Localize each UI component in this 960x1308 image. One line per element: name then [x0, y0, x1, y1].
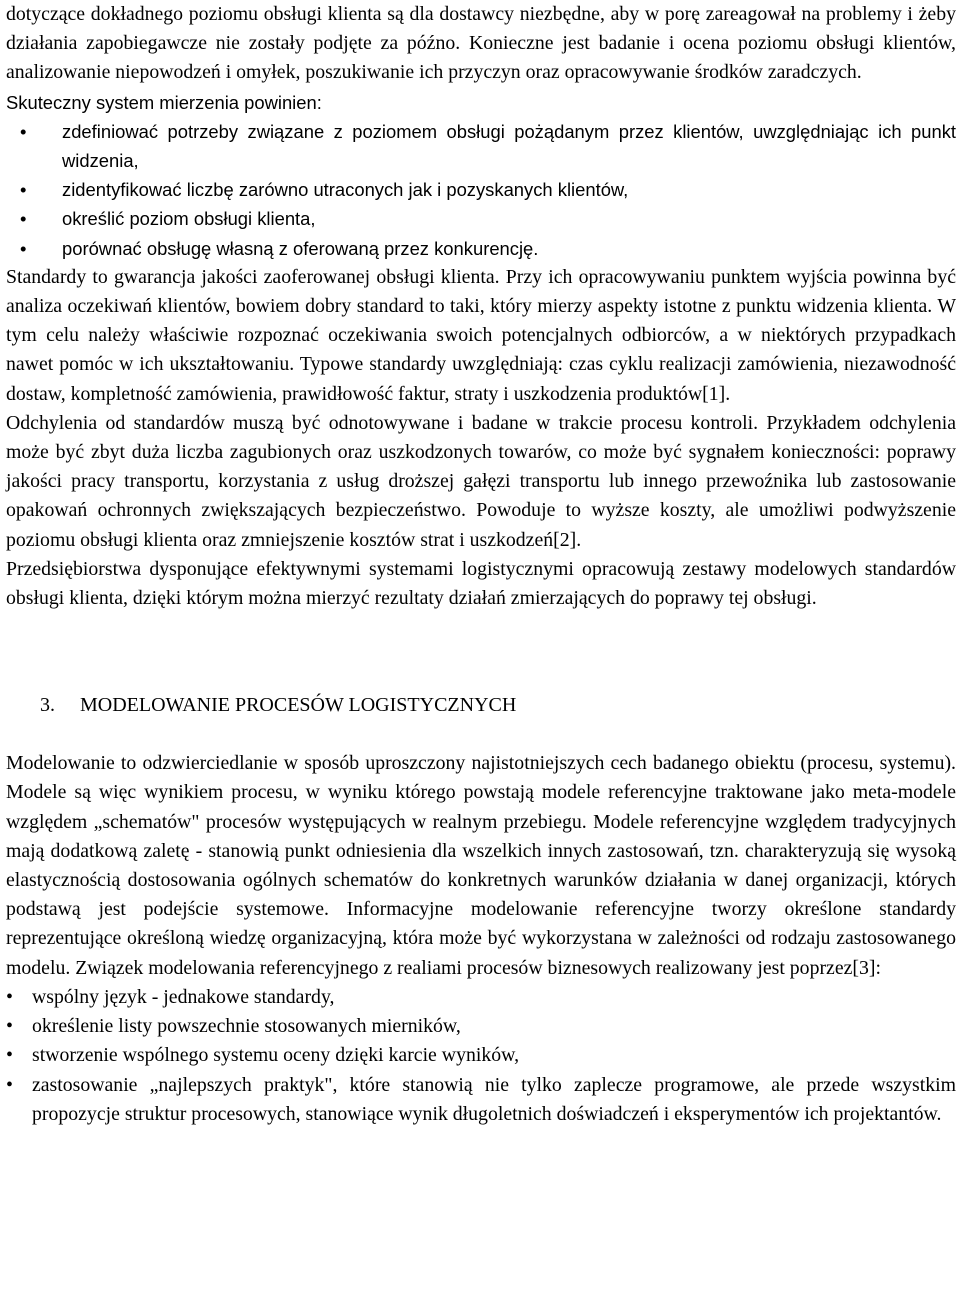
modeling-bullet-list [6, 983, 956, 1129]
section-title: MODELOWANIE PROCESÓW LOGISTYCZNYCH [80, 694, 517, 717]
modeling-paragraph: Modelowanie to odzwierciedlanie w sposób uproszczony najistotniejszych cech badanego obiektu (procesu, systemu). Modele są więc wynikiem procesu, w wyniku którego powstają modele referencyjne traktowane jako meta-modele względem „schematów" procesów występujących w realnym przebiegu. Modele referencyjne względem tradycyjnych mają dodatkową zaletę - stanowią punkt odniesienia dla wszelkich innych zastosowań, tzn. charakteryzują się wysoką elastycznością dostosowania ogólnych schematów do konkretnych warunków działania w danej organizacji, których podstawą jest podejście systemowe. Informacyjne modelowanie referencyjne tworzy określone standardy reprezentujące określoną wiedzę organizacyjną, która może być wykorzystana w zależności od rodzaju zastosowanego modelu. Związek modelowania referencyjnego z realiami procesów biznesowych realizowany jest poprzez[3]: [6, 752, 956, 979]
section-spacer [6, 613, 956, 691]
deviations-paragraph: Odchylenia od standardów muszą być odnotowywane i badane w trakcie procesu kontroli. Przykładem odchylenia może być zbyt duża liczba zagubionych oraz uszkodzonych towarów, co może być sygnałem konieczności: poprawy jakości pracy transportu, korzystania z usług droższej gałęzi transportu lub innego przewoźnika lub zastosowanie opakowań ochronnych zwiększających bezpieczeństwo. Powoduje to wyższe koszty, ale umożliwi podwyższenie poziomu obsługi klienta oraz zmniejszenie kosztów strat i uszkodzeń[2]. [6, 411, 956, 551]
enterprises-paragraph: Przedsiębiorstwa dysponujące efektywnymi systemami logistycznymi opracowują zestawy modelowych standardów obsługi klienta, dzięki którym można mierzyć rezultaty działań zmierzających do poprawy tej obsługi. [6, 557, 956, 610]
document-page [6, 0, 956, 1129]
system-bullet-list [6, 117, 956, 263]
list-item: • określenie listy powszechnie stosowanych mierników, [6, 1012, 956, 1041]
section-heading [6, 691, 956, 720]
list-item: • określić poziom obsługi klienta, [6, 204, 956, 233]
system-intro: Skuteczny system mierzenia powinien: [6, 91, 322, 113]
intro-paragraph: dotyczące dokładnego poziomu obsługi klienta są dla dostawcy niezbędne, aby w porę zareagował na problemy i żeby działania zapobiegawcze nie zostały podjęte za późno. Konieczne jest badanie i ocena poziomu obsługi klientów, analizowanie niepowodzeń i omyłek, poszukiwanie ich przyczyn oraz opracowywanie środków zaradczych. [6, 3, 956, 84]
list-item: • zidentyfikować liczbę zarówno utraconych jak i pozyskanych klientów, [6, 175, 956, 204]
list-item: • zastosowanie „najlepszych praktyk", które stanowią nie tylko zaplecze programowe, ale przede wszystkim propozycje struktur procesowych, stanowiące wynik długoletnich doświadczeń i eksperymentów ich projektantów. [6, 1071, 956, 1129]
section-number: 3. [40, 694, 55, 717]
list-item: • stworzenie wspólnego systemu oceny dzięki karcie wyników, [6, 1041, 956, 1070]
list-item: • wspólny język - jednakowe standardy, [6, 983, 956, 1012]
section-spacer [6, 720, 956, 749]
list-item: • porównać obsługę własną z oferowaną przez konkurencję. [6, 234, 956, 263]
list-item: • zdefiniować potrzeby związane z poziomem obsługi pożądanym przez klientów, uwzględniając ich punkt widzenia, [6, 117, 956, 175]
standards-paragraph: Standardy to gwarancja jakości zaoferowanej obsługi klienta. Przy ich opracowywaniu punktem wyjścia powinna być analiza oczekiwań klientów, bowiem dobry standard to taki, który mierzy aspekty istotne z punktu widzenia klienta. W tym celu należy właściwie rozpoznać oczekiwania swoich potencjalnych odbiorców, a w niektórych przypadkach nawet pomóc w ich ukształtowaniu. Typowe standardy uwzględniają: czas cyklu realizacji zamówienia, niezawodność dostaw, kompletność zamówienia, prawidłowość faktur, straty i uszkodzenia produktów[1]. [6, 265, 956, 405]
